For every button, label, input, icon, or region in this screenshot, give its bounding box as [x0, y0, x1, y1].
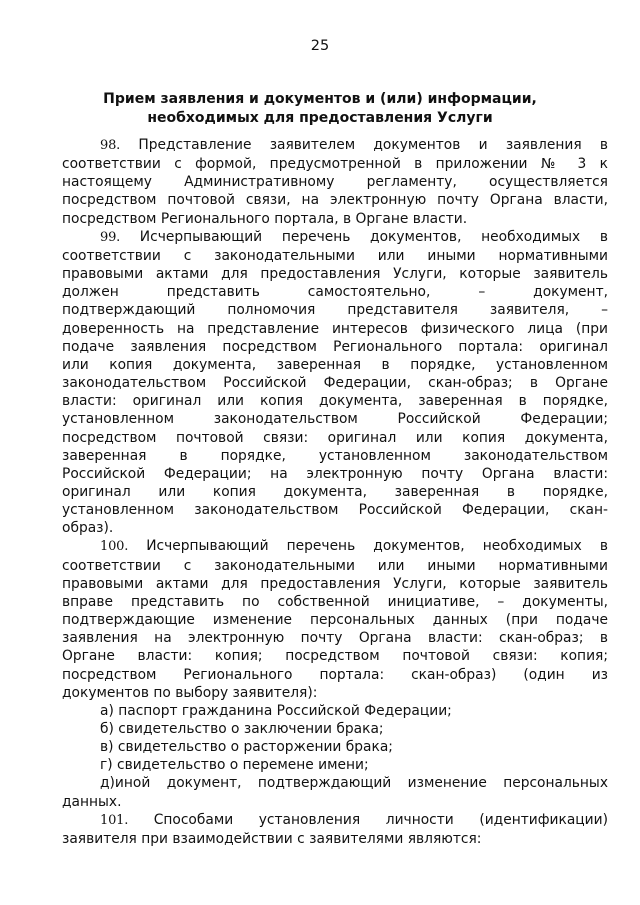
paragraph-line: посредством Регионального портала: скан-образ) (один из — [62, 666, 608, 683]
paragraph-line: оригинал или копия документа, заверенная в порядке, — [62, 483, 608, 500]
paragraph-line: установленном законодательством Российской Федерации, скан- — [62, 502, 608, 519]
list-item: д)иной документ, подтверждающий изменение персональных — [100, 775, 608, 792]
paragraph-line: подаче заявления посредством Регионального портала: оригинал — [62, 338, 608, 355]
paragraph-line: заявления на электронную почту Органа власти: скан-образ; в — [62, 630, 608, 647]
paragraph-number: 99. — [100, 229, 121, 245]
paragraph-line: доверенность на представление интересов физического лица (при — [62, 320, 608, 337]
paragraph-text: Исчерпывающий перечень документов, необходимых в — [139, 228, 609, 245]
paragraph-line: посредством почтовой связи, на электронную почту Органа власти, — [62, 192, 608, 209]
paragraph-line — [62, 811, 608, 830]
paragraph-number: 101. — [100, 812, 129, 828]
paragraph-line: заявителя при взаимодействии с заявителями являются: — [62, 830, 482, 847]
section-heading-line-1: Прием заявления и документов и (или) информации, — [103, 91, 537, 107]
paragraph-line: подтверждающий полномочия представителя заявителя, – — [62, 302, 608, 319]
page-number: 25 — [310, 38, 330, 54]
paragraph-line: посредством почтовой связи: оригинал или копия документа, — [62, 429, 608, 446]
list-item: в) свидетельство о расторжении брака; — [100, 739, 393, 756]
paragraph-line: должен представить самостоятельно, – документ, — [62, 284, 608, 301]
paragraph-line: правовыми актами для предоставления Услуги, которые заявитель — [62, 266, 608, 283]
list-item: г) свидетельство о перемене имени; — [100, 757, 369, 774]
paragraph-text: Способами установления личности (идентификации) — [153, 811, 608, 828]
paragraph-line: документов по выбору заявителя): — [62, 684, 318, 701]
paragraph-line: установленном законодательством Российской Федерации; — [62, 411, 608, 428]
paragraph-text: Исчерпывающий перечень документов, необходимых в — [146, 538, 608, 555]
paragraph-line: посредством Регионального портала, в Органе власти. — [62, 210, 468, 227]
paragraph-line: правовыми актами для предоставления Услуги, которые заявитель — [62, 575, 608, 592]
paragraph-line: соответствии с законодательными или иными нормативными — [62, 557, 608, 574]
list-item: б) свидетельство о заключении брака; — [100, 721, 384, 737]
paragraph-number: 98. — [100, 138, 121, 153]
list-item: а) паспорт гражданина Российской Федерации; — [100, 702, 452, 719]
paragraph-line: образ). — [62, 520, 114, 537]
section-heading-line-2: необходимых для предоставления Услуги — [147, 110, 493, 126]
paragraph-line: настоящему Административному регламенту, осуществляется — [62, 174, 608, 191]
paragraph-100 — [62, 537, 608, 810]
paragraph-99 — [62, 228, 608, 538]
section-heading — [62, 90, 578, 128]
document-body — [62, 136, 608, 848]
paragraph-line: соответствии с законодательными или иными нормативными — [62, 247, 608, 264]
paragraph-line: вправе представить по собственной инициативе, – документы, — [62, 593, 608, 610]
paragraph-101 — [62, 811, 608, 848]
paragraph-line: Российской Федерации; на электронную почту Органа власти: — [62, 465, 608, 482]
paragraph-line — [62, 228, 608, 247]
paragraph-line: или копия документа, заверенная в порядке, установленном — [62, 356, 608, 373]
paragraph-98 — [62, 136, 608, 228]
paragraph-line: законодательством Российской Федерации, скан-образ; в Органе — [62, 375, 608, 392]
paragraph-line: власти: оригинал или копия документа, заверенная в порядке, — [62, 393, 608, 410]
paragraph-number: 100. — [100, 539, 129, 555]
paragraph-line: соответствии с формой, предусмотренной в приложении № 3 к — [62, 156, 608, 173]
list-item-continuation: данных. — [62, 793, 122, 810]
paragraph-line: заверенная в порядке, установленном законодательством — [62, 447, 608, 464]
paragraph-line — [62, 136, 608, 155]
paragraph-line — [62, 537, 608, 556]
paragraph-line: Органе власти: копия; посредством почтовой связи: копия; — [62, 648, 608, 665]
paragraph-text: Представление заявителем документов и заявления в — [138, 137, 608, 153]
paragraph-line: подтверждающие изменение персональных данных (при подаче — [62, 612, 608, 629]
